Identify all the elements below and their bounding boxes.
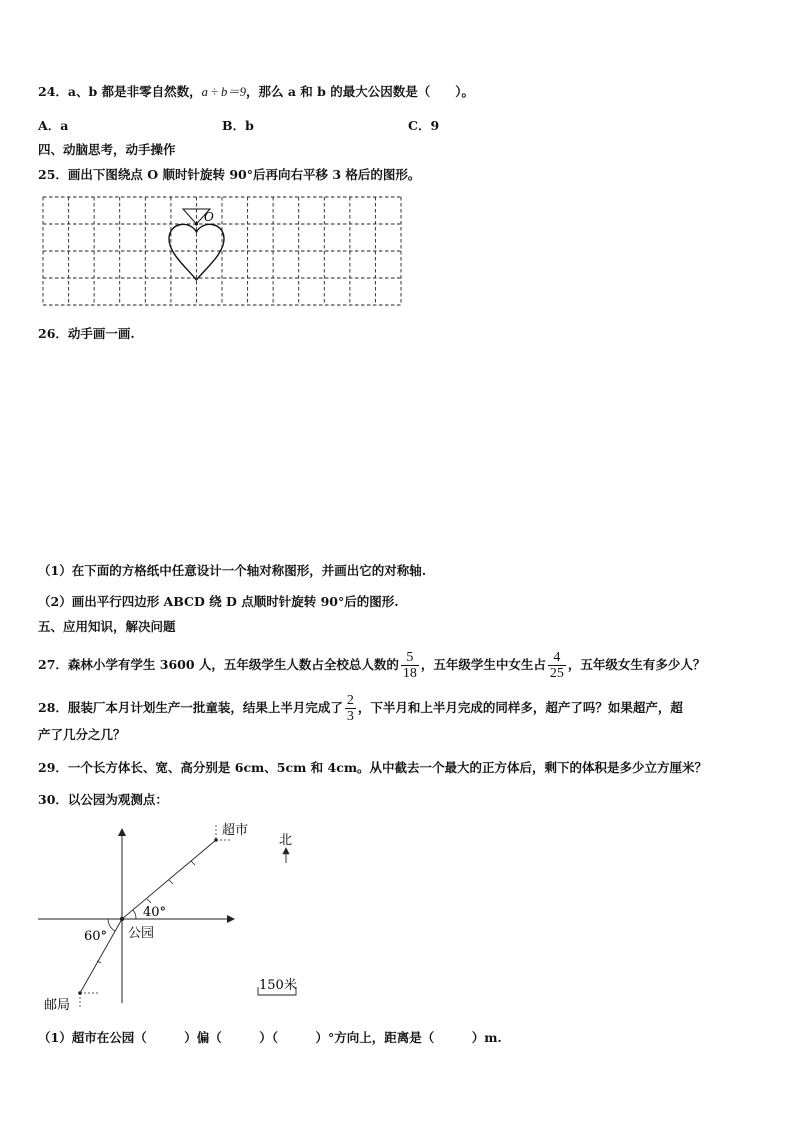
q26-text: 26．动手画一画. <box>38 326 135 341</box>
q26-sub1: （1）在下面的方格纸中任意设计一个轴对称图形，并画出它的对称轴. <box>38 563 427 578</box>
point-o <box>195 222 198 225</box>
q27-frac2-numerator: 4 <box>553 650 561 665</box>
q25-text: 25．画出下图绕点 O 顺时针旋转 90°后再向右平移 3 格后的图形。 <box>38 167 421 182</box>
q27-frac1-denominator: 18 <box>402 666 417 681</box>
q27-frac2-denominator: 25 <box>549 666 564 681</box>
post-office-label: 邮局 <box>44 998 71 1013</box>
q27-frac1-numerator: 5 <box>406 650 414 665</box>
section4-heading: 四、动脑思考，动手操作 <box>38 142 176 157</box>
ray-to-supermarket <box>122 840 216 919</box>
q28-line2: 产了几分之几？ <box>38 727 126 742</box>
angle-40-arc <box>133 910 136 919</box>
q24-prefix: 24．a、b 都是非零自然数， <box>38 84 202 99</box>
q27-part3: ，五年级女生有多少人？ <box>567 657 706 672</box>
q27-part1: 27．森林小学有学生 3600 人，五年级学生人数占全校总人数的 <box>38 657 399 672</box>
q30-direction-diagram <box>0 815 330 1015</box>
section5-heading: 五、应用知识，解决问题 <box>38 619 176 634</box>
angle-60-arc <box>108 919 115 931</box>
q28-line1 <box>38 693 683 724</box>
q24-option-c: C．9 <box>408 118 440 133</box>
dashed-grid <box>43 197 401 305</box>
q24-suffix: ，那么 a 和 b 的最大公因数是（ ）。 <box>245 84 474 99</box>
q28-frac-denominator: 3 <box>346 709 354 724</box>
q28-part2: ，下半月和上半月完成的同样多，超产了吗？如果超产，超 <box>357 700 683 715</box>
q25-grid-figure <box>38 192 408 308</box>
q24-expression: a ÷ b＝9 <box>201 85 246 99</box>
angle-60-label: 60° <box>84 929 108 944</box>
scale-label: 150米 <box>259 978 297 993</box>
q27-fraction-1 <box>401 650 419 681</box>
q28-part1: 28．服装厂本月计划生产一批童装，结果上半月完成了 <box>38 700 343 715</box>
q30-sub1: （1）超市在公园（ ）偏（ ）（ ）°方向上，距离是（ ）m. <box>38 1030 502 1045</box>
q28-frac-numerator: 2 <box>346 693 354 708</box>
q30-text: 30．以公园为观测点： <box>38 792 168 807</box>
q29-text: 29．一个长方体长、宽、高分别是 6cm、5cm 和 4cm。从中截去一个最大的正方体后，剩下的体积是多少立方厘米？ <box>38 760 708 775</box>
q28-fraction <box>345 693 356 724</box>
q24-line <box>38 84 474 100</box>
q27-part2: ，五年级学生中女生占 <box>420 657 546 672</box>
q26-sub2: （2）画出平行四边形 ABCD 绕 D 点顺时针旋转 90°后的图形. <box>38 594 399 609</box>
q27-line <box>38 650 705 681</box>
q27-fraction-2 <box>548 650 566 681</box>
q24-option-a: A．a <box>38 118 69 133</box>
q24-option-b: B．b <box>222 118 254 133</box>
point-o-label: O <box>204 210 214 224</box>
park-label: 公园 <box>128 926 155 941</box>
park-point <box>120 917 124 921</box>
north-label: 北 <box>279 833 293 848</box>
supermarket-label: 超市 <box>222 823 249 838</box>
angle-40-label: 40° <box>143 905 167 920</box>
